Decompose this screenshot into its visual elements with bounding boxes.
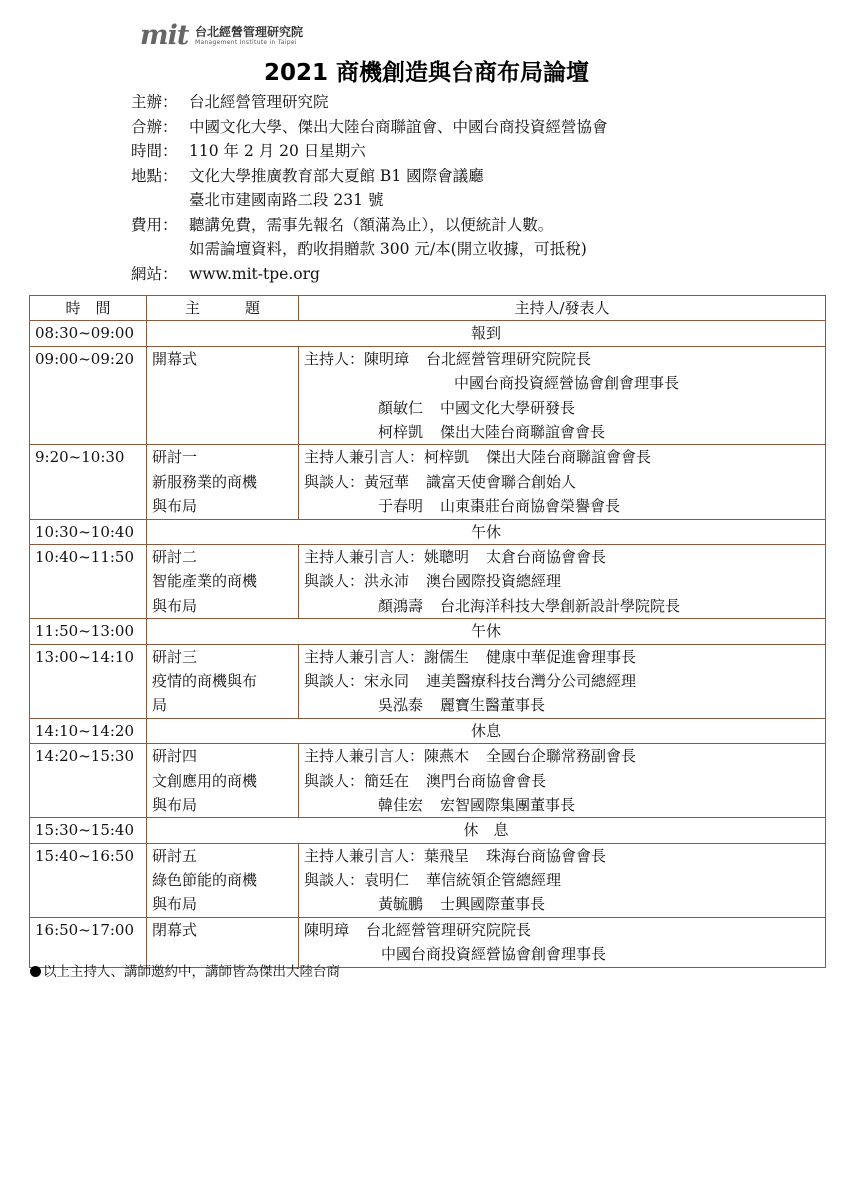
topic-cell: 閉幕式 <box>147 917 299 967</box>
time-cell: 08:30~09:00 <box>30 321 147 346</box>
info-fee: 費用： 聽講免費，需事先報名（額滿為止），以便統計人數。 <box>131 215 554 234</box>
speaker-line: 與談人： 簡廷在 澳門台商協會會長 <box>304 771 547 790</box>
speaker-line: 主持人兼引言人： 柯梓凱 傑出大陸台商聯誼會會長 <box>304 448 652 467</box>
speaker-line: 吳泓泰 麗寶生醫董事長 <box>378 696 546 715</box>
speaker-line: 與談人： 袁明仁 華信統領企管總經理 <box>304 871 562 890</box>
speakers-cell <box>299 445 826 519</box>
website-link[interactable]: www.mit-tpe.org <box>189 264 320 283</box>
speakers-cell <box>299 917 826 967</box>
speakers-cell <box>299 544 826 618</box>
time-cell: 13:00~14:10 <box>30 644 147 718</box>
speakers-cell <box>299 644 826 718</box>
logo-mark: mit <box>140 20 189 51</box>
break-label: 報到 <box>147 321 826 346</box>
footnote: 以上主持人、講師邀約中，講師皆為傑出大陸台商 <box>30 960 340 980</box>
header-time: 時 間 <box>30 296 147 321</box>
break-label: 休息 <box>147 718 826 743</box>
speakers-cell <box>299 744 826 818</box>
topic-cell: 研討一 新服務業的商機 與布局 <box>147 445 299 519</box>
topic-cell: 研討三 疫情的商機與布 局 <box>147 644 299 718</box>
speaker-line: 與談人： 洪永沛 澳台國際投資總經理 <box>304 572 562 591</box>
speaker-line: 主持人兼引言人： 陳燕木 全國台企聯常務副會長 <box>304 747 637 766</box>
topic-cell: 研討二 智能產業的商機 與布局 <box>147 544 299 618</box>
speaker-line: 陳明璋 台北經營管理研究院院長 <box>304 920 532 939</box>
table-row <box>30 519 826 544</box>
time-cell: 9:20~10:30 <box>30 445 147 519</box>
info-co-organizers: 合辦： 中國文化大學、傑出大陸台商聯誼會、中國台商投資經營協會 <box>131 117 608 136</box>
info-website[interactable]: 網站： www.mit-tpe.org <box>131 264 320 283</box>
logo-org-name-cn: 台北經營管理研究院 <box>195 25 304 39</box>
time-cell: 10:40~11:50 <box>30 544 147 618</box>
table-row <box>30 321 826 346</box>
speaker-line: 主持人兼引言人： 葉飛呈 珠海台商協會會長 <box>304 846 607 865</box>
info-organizer: 主辦： 台北經營管理研究院 <box>131 93 329 111</box>
time-cell: 10:30~10:40 <box>30 519 147 544</box>
time-cell: 09:00~09:20 <box>30 346 147 445</box>
header-speakers: 主持人/發表人 <box>299 296 826 321</box>
speaker-line: 顏鴻壽 台北海洋科技大學創新設計學院院長 <box>378 596 681 615</box>
break-label: 午休 <box>147 519 826 544</box>
speakers-cell <box>299 346 826 445</box>
info-venue-address: 臺北市建國南路二段 231 號 <box>189 191 384 209</box>
speaker-line: 中國台商投資經營協會創會理事長 <box>454 374 680 393</box>
speaker-line: 與談人： 宋永同 連美醫療科技台灣分公司總經理 <box>304 671 637 690</box>
time-cell: 11:50~13:00 <box>30 619 147 644</box>
info-date: 時間： 110 年 2 月 20 日星期六 <box>131 142 366 160</box>
time-cell: 14:10~14:20 <box>30 718 147 743</box>
time-cell: 16:50~17:00 <box>30 917 147 967</box>
time-cell: 15:40~16:50 <box>30 843 147 917</box>
speaker-line: 于春明 山東棗莊台商協會榮譽會長 <box>378 497 621 516</box>
info-venue: 地點： 文化大學推廣教育部大夏館 B1 國際會議廳 <box>131 166 484 185</box>
speaker-line: 中國台商投資經營協會創會理事長 <box>381 945 607 964</box>
table-row <box>30 445 826 519</box>
break-label: 休 息 <box>147 818 826 843</box>
speaker-line: 韓佳宏 宏智國際集團董事長 <box>378 795 576 814</box>
topic-cell: 研討五 綠色節能的商機 與布局 <box>147 843 299 917</box>
schedule-table <box>29 295 826 968</box>
speaker-line: 顏敏仁 中國文化大學研發長 <box>378 398 576 417</box>
speakers-cell <box>299 843 826 917</box>
event-info <box>131 90 608 286</box>
table-row <box>30 544 826 618</box>
topic-cell: 研討四 文創應用的商機 與布局 <box>147 744 299 818</box>
table-row <box>30 744 826 818</box>
time-cell: 15:30~15:40 <box>30 818 147 843</box>
table-header-row <box>30 296 826 321</box>
time-cell: 14:20~15:30 <box>30 744 147 818</box>
table-row <box>30 718 826 743</box>
topic-cell: 開幕式 <box>147 346 299 445</box>
speaker-line: 主持人兼引言人： 姚聰明 太倉台商協會會長 <box>304 547 607 566</box>
table-row <box>30 818 826 843</box>
header-topic: 主 題 <box>147 296 299 321</box>
document-title: 2021 商機創造與台商布局論壇 <box>263 60 590 86</box>
speaker-line: 主持人兼引言人： 謝儒生 健康中華促進會理事長 <box>304 647 637 666</box>
table-row <box>30 619 826 644</box>
logo-org-name-en: Management Institute in Taipei <box>195 39 297 46</box>
break-label: 午休 <box>147 619 826 644</box>
table-row <box>30 644 826 718</box>
table-row <box>30 843 826 917</box>
table-row <box>30 346 826 445</box>
speaker-line: 黃毓鵬 士興國際董事長 <box>378 895 546 914</box>
speaker-line: 柯梓凱 傑出大陸台商聯誼會會長 <box>378 422 606 441</box>
info-fee-note: 如需論壇資料，酌收捐贈款 300 元/本(開立收據，可抵稅) <box>189 240 587 258</box>
bullet-icon <box>30 966 41 977</box>
speaker-line: 與談人： 黃冠華 識富天使會聯合創始人 <box>304 472 577 491</box>
speaker-line: 主持人： 陳明璋 台北經營管理研究院院長 <box>304 349 592 368</box>
